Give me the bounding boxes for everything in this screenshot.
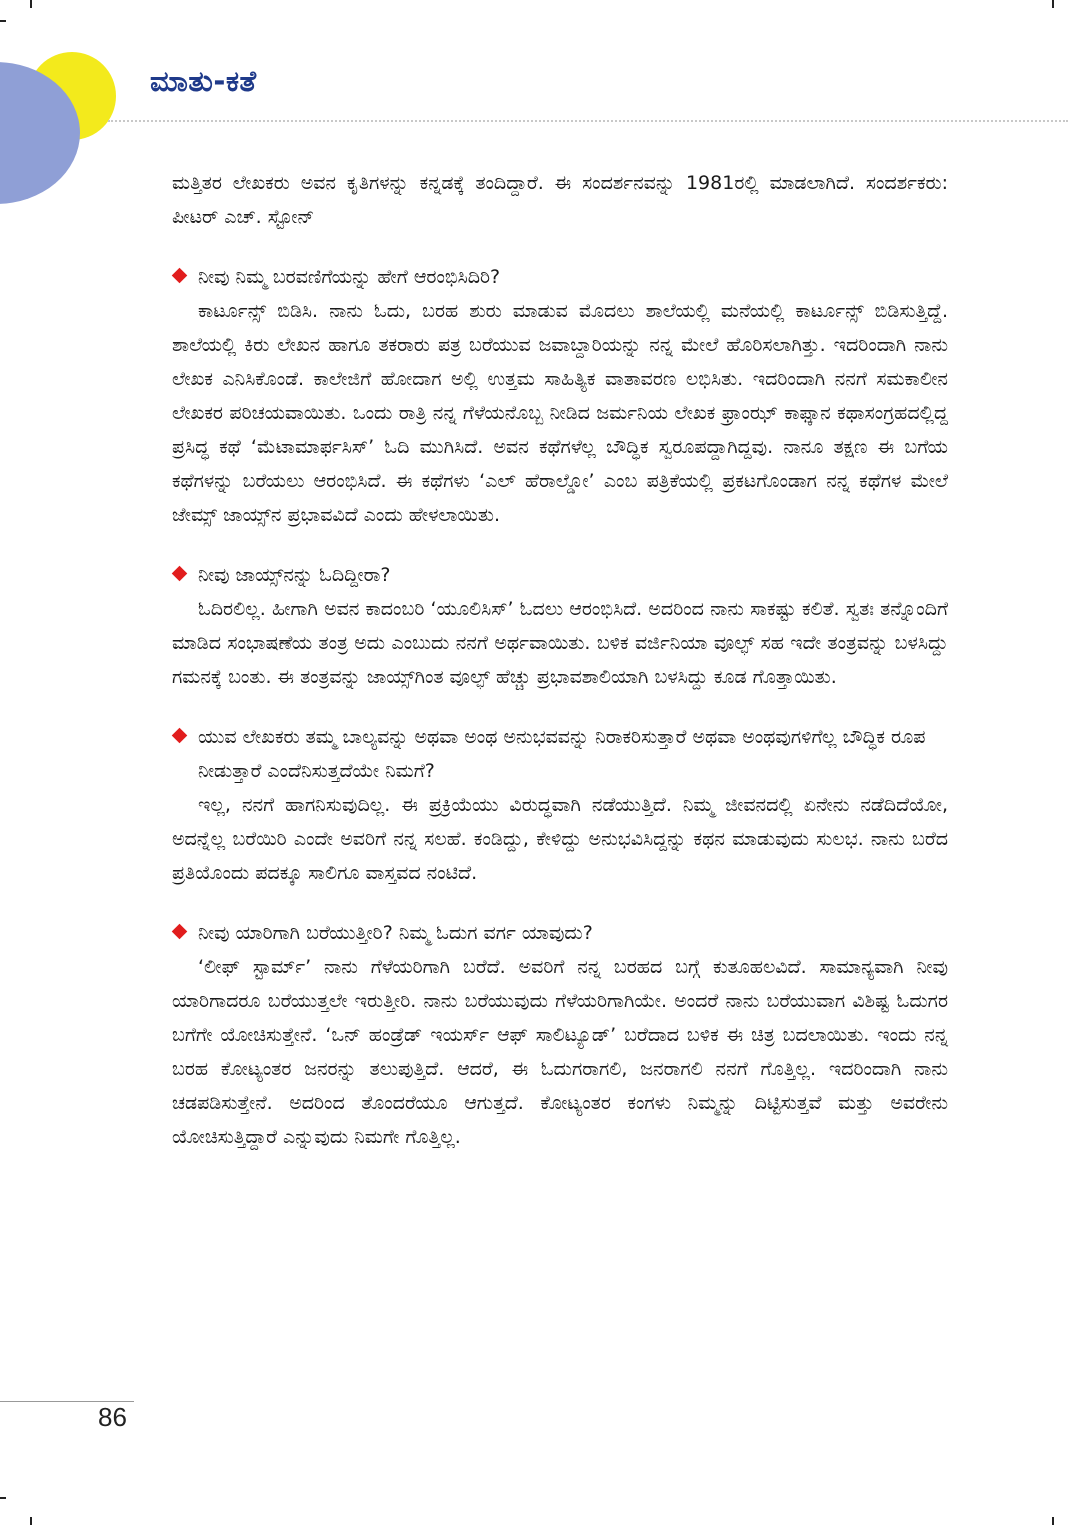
qa-section-1 [172,260,948,532]
answer-paragraph: ಓದಿರಲಿಲ್ಲ. ಹೀಗಾಗಿ ಅವನ ಕಾದಂಬರಿ ‘ಯೂಲಿಸಿಸ್’ ಓದಲು ಆರಂಭಿಸಿದೆ. ಅದರಿಂದ ನಾನು ಸಾಕಷ್ಟು ಕಲಿತೆ. ಸ್ವತಃ ತನ್ನೊಂದಿಗೆ ಮಾಡಿದ ಸಂಭಾಷಣೆಯ ತಂತ್ರ ಅದು ಎಂಬುದು ನನಗೆ ಅರ್ಥವಾಯಿತು. ಬಳಿಕ ವರ್ಜಿನಿಯಾ ವೂಲ್ಫ್ ಸಹ ಇದೇ ತಂತ್ರವನ್ನು ಬಳಸಿದ್ದು ಗಮನಕ್ಕೆ ಬಂತು. ಈ ತಂತ್ರವನ್ನು ಜಾಯ್ಸ್‌ಗಿಂತ ವೂಲ್ಫ್ ಹೆಚ್ಚು ಪ್ರಭಾವಶಾಲಿಯಾಗಿ ಬಳಸಿದ್ದು ಕೂಡ ಗೊತ್ತಾಯಿತು. [172,598,948,688]
diamond-bullet-icon [172,566,188,582]
page-header-title: ಮಾತು-ಕತೆ [150,64,257,98]
crop-mark-top-right-v [1052,0,1054,8]
page-number: 86 [98,1402,127,1432]
crop-mark-top-left-v [30,0,32,8]
answer-paragraph: ಕಾರ್ಟೂನ್ಸ್ ಬಿಡಿಸಿ. ನಾನು ಓದು, ಬರಹ ಶುರು ಮಾಡುವ ಮೊದಲು ಶಾಲೆಯಲ್ಲಿ ಮನೆಯಲ್ಲಿ ಕಾರ್ಟೂನ್ಸ್ ಬಿಡಿಸುತ್ತಿದ್ದೆ. ಶಾಲೆಯಲ್ಲಿ ಕಿರು ಲೇಖನ ಹಾಗೂ ತಕರಾರು ಪತ್ರ ಬರೆಯುವ ಜವಾಬ್ದಾರಿಯನ್ನು ನನ್ನ ಮೇಲೆ ಹೊರಿಸಲಾಗಿತ್ತು. ಇದರಿಂದಾಗಿ ನಾನು ಲೇಖಕ ಎನಿಸಿಕೊಂಡೆ. ಕಾಲೇಜಿಗೆ ಹೋದಾಗ ಅಲ್ಲಿ ಉತ್ತಮ ಸಾಹಿತ್ಯಿಕ ವಾತಾವರಣ ಲಭಿಸಿತು. ಇದರಿಂದಾಗಿ ನನಗೆ ಸಮಕಾಲೀನ ಲೇಖಕರ ಪರಿಚಯವಾಯಿತು. ಒಂದು ರಾತ್ರಿ ನನ್ನ ಗೆಳೆಯನೊಬ್ಬ ನೀಡಿದ ಜರ್ಮನಿಯ ಲೇಖಕ ಫ್ರಾಂಝ್ ಕಾಫ್ಕಾನ ಕಥಾಸಂಗ್ರಹದಲ್ಲಿದ್ದ ಪ್ರಸಿದ್ಧ ಕಥೆ ‘ಮೆಟಾಮಾರ್ಫಸಿಸ್’ ಓದಿ ಮುಗಿಸಿದೆ. ಅವನ ಕಥೆಗಳೆಲ್ಲ ಬೌದ್ಧಿಕ ಸ್ವರೂಪದ್ದಾಗಿದ್ದವು. ನಾನೂ ತಕ್ಷಣ ಈ ಬಗೆಯ ಕಥೆಗಳನ್ನು ಬರೆಯಲು ಆರಂಭಿಸಿದೆ. ಈ ಕಥೆಗಳು ‘ಎಲ್ ಹೆರಾಲ್ಡೋ’ ಎಂಬ ಪತ್ರಿಕೆಯಲ್ಲಿ ಪ್ರಕಟಗೊಂಡಾಗ ನನ್ನ ಕಥೆಗಳ ಮೇಲೆ ಜೇಮ್ಸ್ ಜಾಯ್ಸ್‌ನ ಪ್ರಭಾವವಿದೆ ಎಂದು ಹೇಳಲಾಯಿತು. [172,300,948,526]
qa-section-2 [172,558,948,694]
answer-paragraph: ‘ಲೀಫ್ ಸ್ಟಾರ್ಮ್’ ನಾನು ಗೆಳೆಯರಿಗಾಗಿ ಬರೆದೆ. ಅವರಿಗೆ ನನ್ನ ಬರಹದ ಬಗ್ಗೆ ಕುತೂಹಲವಿದೆ. ಸಾಮಾನ್ಯವಾಗಿ ನೀವು ಯಾರಿಗಾದರೂ ಬರೆಯುತ್ತಲೇ ಇರುತ್ತೀರಿ. ನಾನು ಬರೆಯುವುದು ಗೆಳೆಯರಿಗಾಗಿಯೇ. ಅಂದರೆ ನಾನು ಬರೆಯುವಾಗ ವಿಶಿಷ್ಟ ಓದುಗರ ಬಗೆಗೇ ಯೋಚಿಸುತ್ತೇನೆ. ‘ಒನ್ ಹಂಡ್ರೆಡ್ ಇಯರ್ಸ್ ಆಫ್ ಸಾಲಿಟ್ಯೂಡ್’ ಬರೆದಾದ ಬಳಿಕ ಈ ಚಿತ್ರ ಬದಲಾಯಿತು. ಇಂದು ನನ್ನ ಬರಹ ಕೋಟ್ಯಂತರ ಜನರನ್ನು ತಲುಪುತ್ತಿದೆ. ಆದರೆ, ಈ ಓದುಗರಾಗಲಿ, ಜನರಾಗಲಿ ನನಗೆ ಗೊತ್ತಿಲ್ಲ. ಇದರಿಂದಾಗಿ ನಾನು ಚಡಪಡಿಸುತ್ತೇನೆ. ಅದರಿಂದ ತೊಂದರೆಯೂ ಆಗುತ್ತದೆ. ಕೋಟ್ಯಂತರ ಕಂಗಳು ನಿಮ್ಮನ್ನು ದಿಟ್ಟಿಸುತ್ತವೆ ಮತ್ತು ಅವರೇನು ಯೋಚಿಸುತ್ತಿದ್ದಾರೆ ಎನ್ನುವುದು ನಿಮಗೇ ಗೊತ್ತಿಲ್ಲ. [172,956,948,1148]
crop-mark-left-top-h [0,20,6,22]
question-text: ನೀವು ಜಾಯ್ಸ್‌ನನ್ನು ಓದಿದ್ದೀರಾ? [198,564,391,586]
header-dotted-divider [108,120,1068,122]
question [172,916,948,950]
article-body [172,166,948,1180]
question-text: ನೀವು ನಿಮ್ಮ ಬರವಣಿಗೆಯನ್ನು ಹೇಗೆ ಆರಂಭಿಸಿದಿರಿ? [198,266,501,288]
crop-mark-bottom-left-v [30,1517,32,1525]
diamond-bullet-icon [172,924,188,940]
crop-mark-left-bottom-h [0,1497,6,1499]
question [172,260,948,294]
question-text: ಯುವ ಲೇಖಕರು ತಮ್ಮ ಬಾಲ್ಯವನ್ನು ಅಥವಾ ಅಂಥ ಅನುಭವವನ್ನು ನಿರಾಕರಿಸುತ್ತಾರೆ ಅಥವಾ ಅಂಥವುಗಳಿಗೆಲ್ಲ ಬೌದ್ಧಿಕ ರೂಪ ನೀಡುತ್ತಾರೆ ಎಂದೆನಿಸುತ್ತದೆಯೇ ನಿಮಗೆ? [198,726,926,782]
question-text: ನೀವು ಯಾರಿಗಾಗಿ ಬರೆಯುತ್ತೀರಿ? ನಿಮ್ಮ ಓದುಗ ವರ್ಗ ಯಾವುದು? [198,922,593,944]
intro-paragraph: ಮತ್ತಿತರ ಲೇಖಕರು ಅವನ ಕೃತಿಗಳನ್ನು ಕನ್ನಡಕ್ಕೆ ತಂದಿದ್ದಾರೆ. ಈ ಸಂದರ್ಶನವನ್ನು 1981ರಲ್ಲಿ ಮಾಡಲಾಗಿದೆ. ಸಂದರ್ಶಕರು: ಪೀಟರ್ ಎಚ್. ಸ್ಟೋನ್ [172,172,948,228]
answer-paragraph: ಇಲ್ಲ, ನನಗೆ ಹಾಗನಿಸುವುದಿಲ್ಲ. ಈ ಪ್ರಕ್ರಿಯೆಯು ವಿರುದ್ಧವಾಗಿ ನಡೆಯುತ್ತಿದೆ. ನಿಮ್ಮ ಜೀವನದಲ್ಲಿ ಏನೇನು ನಡೆದಿದೆಯೋ, ಅದನ್ನೆಲ್ಲ ಬರೆಯಿರಿ ಎಂದೇ ಅವರಿಗೆ ನನ್ನ ಸಲಹೆ. ಕಂಡಿದ್ದು, ಕೇಳಿದ್ದು ಅನುಭವಿಸಿದ್ದನ್ನು ಕಥನ ಮಾಡುವುದು ಸುಲಭ. ನಾನು ಬರೆದ ಪ್ರತಿಯೊಂದು ಪದಕ್ಕೂ ಸಾಲಿಗೂ ವಾಸ್ತವದ ನಂಟಿದೆ. [172,794,948,884]
question [172,558,948,592]
diamond-bullet-icon [172,268,188,284]
diamond-bullet-icon [172,728,188,744]
question [172,720,948,788]
qa-section-3 [172,720,948,890]
qa-section-4 [172,916,948,1154]
crop-mark-bottom-right-v [1052,1517,1054,1525]
